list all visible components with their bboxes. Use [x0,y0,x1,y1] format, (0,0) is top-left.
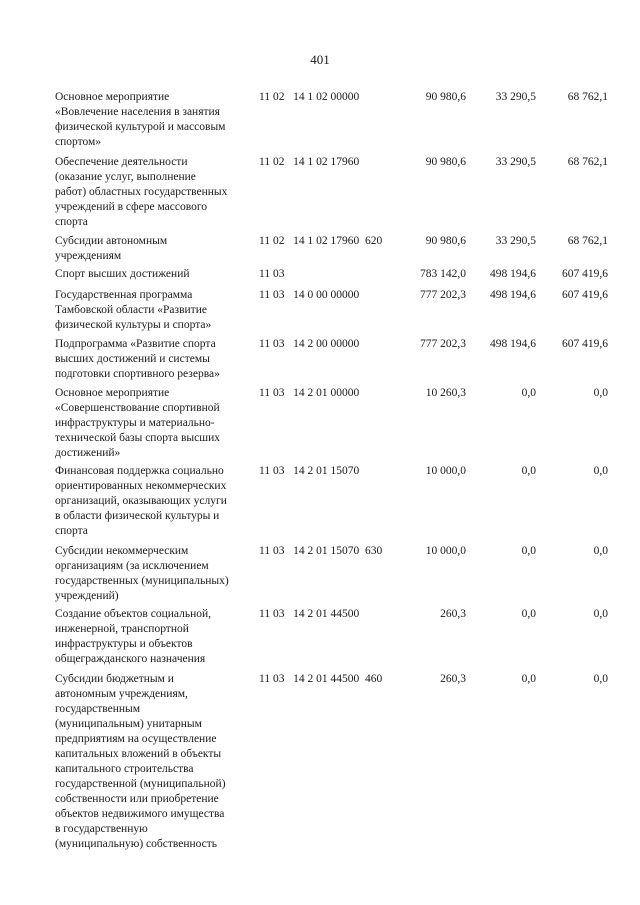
row-value-year1: 777 202,3 [420,338,466,350]
row-value-year3: 68 762,1 [567,156,608,168]
row-name: Обеспечение деятельности (оказание услуг, выполнение работ) областных государственных учреждений в сфере массового спорта [55,156,228,228]
row-value-year1: 90 980,6 [425,156,466,168]
row-value-year1: 783 142,0 [420,268,466,280]
row-code: 11 02 14 1 02 00000 [259,91,360,103]
row-name: Финансовая поддержка социально ориентированных некоммерческих организаций, оказывающих услуги в области физической культуры и спорта [55,465,227,537]
row-value-year1: 10 260,3 [425,387,466,399]
row-value-year3: 68 762,1 [567,235,608,247]
row-value-year3: 607 419,6 [562,268,608,280]
row-name: Субсидии автономным учреждениям [55,235,168,262]
row-code: 11 03 14 2 01 15070 630 [259,545,383,557]
row-code: 11 03 14 0 00 00000 [259,289,360,301]
row-value-year2: 0,0 [521,608,536,620]
row-value-year2: 498 194,6 [490,268,536,280]
row-value-year1: 260,3 [440,673,466,685]
row-value-year2: 0,0 [521,465,536,477]
row-name: Основное мероприятие «Вовлечение населения в занятия физической культурой и массовым спортом» [55,91,226,148]
row-name: Субсидии некоммерческим организациям (за исключением государственных (муниципальных) учреждений) [55,545,229,602]
row-code: 11 02 14 1 02 17960 [259,156,360,168]
row-value-year3: 68 762,1 [567,91,608,103]
row-value-year3: 0,0 [593,608,608,620]
row-value-year2: 0,0 [521,673,536,685]
row-code: 11 03 14 2 01 44500 [259,608,360,620]
row-value-year3: 607 419,6 [562,338,608,350]
row-value-year1: 260,3 [440,608,466,620]
row-value-year3: 0,0 [593,545,608,557]
row-value-year2: 0,0 [521,545,536,557]
row-value-year2: 33 290,5 [495,156,536,168]
row-value-year3: 0,0 [593,387,608,399]
row-code: 11 03 14 2 00 00000 [259,338,360,350]
row-name: Создание объектов социальной, инженерной, транспортной инфраструктуры и объектов общегражданского назначения [55,608,212,665]
row-value-year1: 10 000,0 [425,465,466,477]
row-name: Основное мероприятие «Совершенствование спортивной инфраструктуры и материально- технической базы спорта высших достижений» [55,387,220,459]
row-value-year2: 498 194,6 [490,289,536,301]
row-value-year3: 607 419,6 [562,289,608,301]
row-value-year3: 0,0 [593,465,608,477]
row-value-year2: 498 194,6 [490,338,536,350]
row-value-year2: 0,0 [521,387,536,399]
row-value-year2: 33 290,5 [495,91,536,103]
row-code: 11 03 14 2 01 15070 [259,465,360,477]
row-name: Подпрограмма «Развитие спорта высших достижений и системы подготовки спортивного резерва» [55,338,220,380]
row-name: Субсидии бюджетным и автономным учреждениям, государственным (муниципальным) унитарным предприятиям на осуществление капитальных вложений в объекты капитального строительства государственной (муниципальной) собственности или приобретение объектов недвижимого имущества в государственную (муниципальную) собственность [55,673,226,850]
row-code: 11 02 14 1 02 17960 620 [259,235,383,247]
row-value-year2: 33 290,5 [495,235,536,247]
row-name: Государственная программа Тамбовской области «Развитие физической культуры и спорта» [55,289,212,331]
row-value-year1: 90 980,6 [425,235,466,247]
row-value-year1: 10 000,0 [425,545,466,557]
page-number: 401 [310,52,330,67]
row-value-year1: 777 202,3 [420,289,466,301]
row-code: 11 03 14 2 01 00000 [259,387,360,399]
row-name: Спорт высших достижений [55,268,190,280]
row-value-year1: 90 980,6 [425,91,466,103]
row-code: 11 03 [259,268,285,280]
row-code: 11 03 14 2 01 44500 460 [259,673,383,685]
row-value-year3: 0,0 [593,673,608,685]
